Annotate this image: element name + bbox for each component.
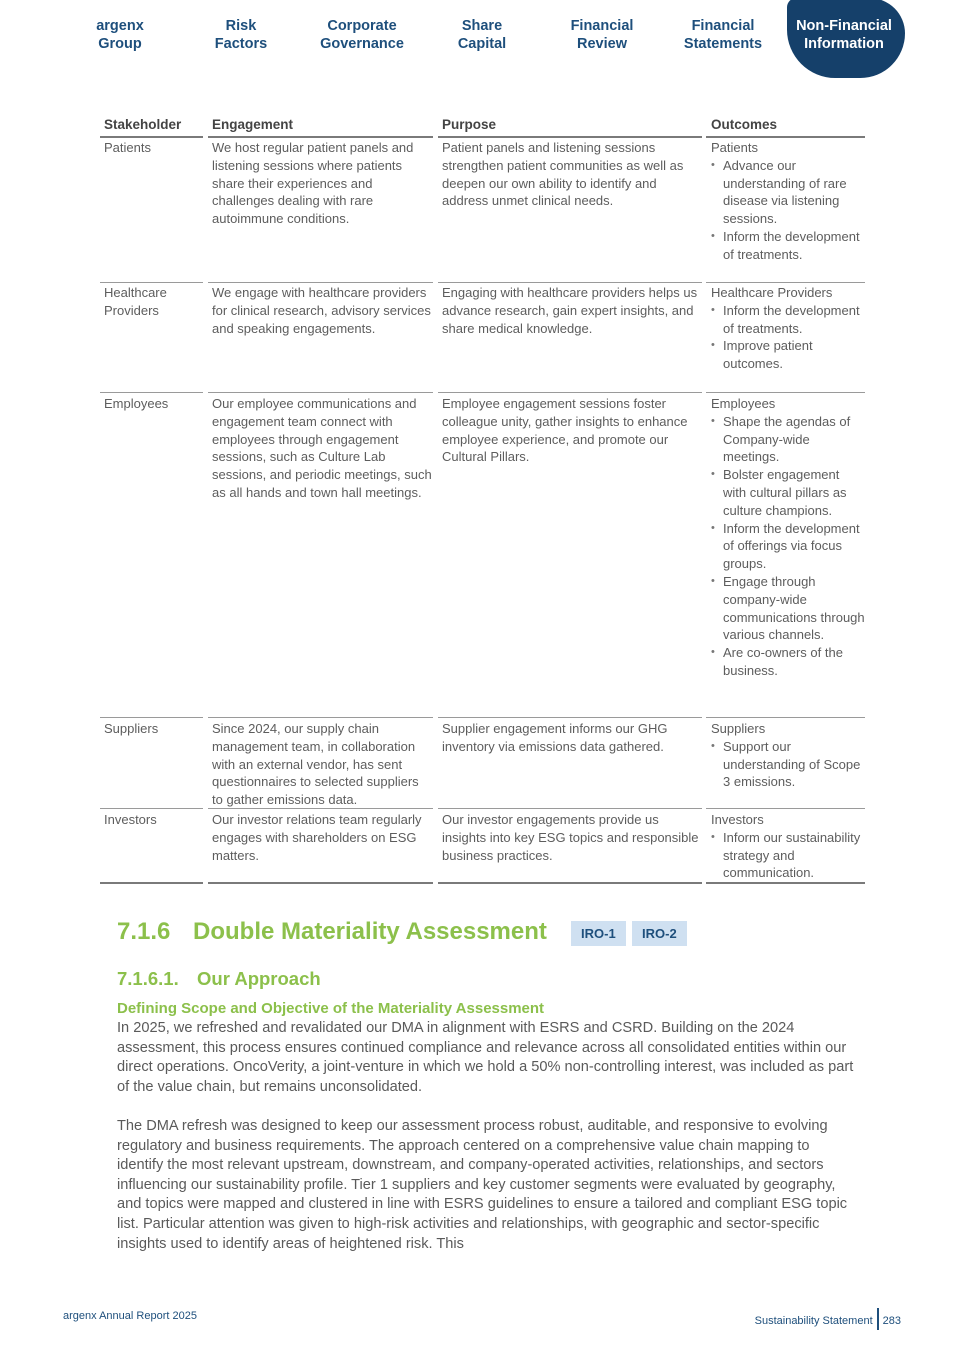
row-divider	[706, 808, 865, 809]
cell-engagement: Our investor relations team regularly engages with shareholders on ESG matters.	[212, 812, 422, 863]
nav-tab-financial-statements[interactable]	[663, 17, 783, 53]
outcome-item: • Inform our sustainability strategy and communication.	[711, 829, 865, 882]
table-bottom-border	[706, 882, 865, 884]
nav-tab-label: Information	[804, 36, 884, 52]
nav-tab-label: Factors	[214, 36, 268, 52]
outcome-item: • Engage through company-wide communications through various channels.	[711, 573, 865, 644]
cell-engagement: Our employee communications and engagement team connect with employees through engagement sessions, such as Culture Lab sessions, and periodic meetings, such as all hands and town hall meetings.	[212, 396, 432, 500]
row-divider	[208, 808, 433, 809]
outcome-item: • Bolster engagement with cultural pillars as culture champions.	[711, 466, 865, 519]
section-heading	[117, 918, 547, 946]
body-paragraph-2: The DMA refresh was designed to keep our assessment process robust, auditable, and responsive to evolving regulatory and business requirements. The approach centered on a comprehensive value chain mapping to identify the most relevant upstream, downstream, and company-operated activities, relationships, and sectors influencing our sustainability profile. Tier 1 suppliers and key customer segments were evaluated by geography, and topics were mapped and clustered in line with ESRS guidelines to ensure a tailored and compliant ESG topic list. Particular attention was given to high-risk activities and relationships, with geographic and sector-specific insights used to identify areas of heightened risk. This	[117, 1118, 848, 1252]
row-divider	[706, 282, 865, 283]
outcomes-title: Employees	[711, 396, 776, 411]
cell-stakeholder: Healthcare Providers	[104, 285, 167, 318]
nav-tab-argenx-group[interactable]	[60, 17, 180, 53]
outcome-item: • Inform the development of treatments.	[711, 302, 865, 338]
cell-outcomes	[711, 284, 865, 373]
nav-tab-label: Share	[461, 18, 503, 34]
cell-purpose: Our investor engagements provide us insights into key ESG topics and responsible business practices.	[442, 812, 699, 863]
header-divider	[706, 136, 865, 138]
body-paragraph-1: In 2025, we refreshed and revalidated our DMA in alignment with ESRS and CSRD. Building on the 2024 assessment, this process ensures continued compliance and relevance across all consolidated entities within our direct operations. OncoVerity, a joint-venture in which we hold a 50% non-controlling interest, was included as part of the value chain, but remains unconsolidated.	[117, 1020, 854, 1095]
header-divider	[208, 136, 433, 138]
subsection-title: Our Approach	[197, 968, 321, 989]
table-bottom-border	[100, 882, 203, 884]
cell-stakeholder: Investors	[104, 812, 157, 827]
row-divider	[438, 392, 702, 393]
nav-tab-label: Financial	[691, 18, 755, 34]
outcomes-list	[711, 829, 865, 882]
table-bottom-border	[208, 882, 433, 884]
row-divider	[208, 392, 433, 393]
outcome-item: • Shape the agendas of Company-wide meetings.	[711, 413, 865, 466]
cell-outcomes	[711, 139, 865, 264]
nav-tab-label: Review	[577, 36, 627, 52]
row-divider	[100, 808, 203, 809]
footer-report-title: argenx Annual Report 2025	[63, 1310, 197, 1322]
cell-stakeholder: Employees	[104, 396, 169, 411]
cell-stakeholder: Patients	[104, 140, 151, 155]
footer-page-info	[755, 1310, 901, 1332]
nav-tab-label: Governance	[320, 36, 404, 52]
paragraph-heading: Defining Scope and Objective of the Materiality Assessment	[117, 1000, 545, 1017]
outcome-item: • Inform the development of treatments.	[711, 228, 865, 264]
row-divider	[706, 717, 865, 718]
nav-tab-financial-review[interactable]	[542, 17, 662, 53]
nav-tab-label: Financial	[570, 18, 634, 34]
subsection-heading	[117, 968, 321, 990]
row-divider	[100, 392, 203, 393]
outcomes-title: Patients	[711, 140, 758, 155]
row-divider	[438, 282, 702, 283]
cell-purpose: Engaging with healthcare providers helps us advance research, gain expert insights, and share medical knowledge.	[442, 285, 698, 336]
column-header-purpose: Purpose	[442, 117, 497, 132]
nav-tab-label: Corporate	[327, 18, 397, 34]
nav-tab-label: Capital	[457, 36, 507, 52]
outcome-item: • Advance our understanding of rare disease via listening sessions.	[711, 157, 865, 228]
outcome-item: • Are co-owners of the business.	[711, 644, 865, 680]
nav-tab-non-financial-information[interactable]	[784, 17, 904, 53]
outcomes-list	[711, 413, 865, 680]
outcomes-list	[711, 738, 865, 791]
header-divider	[438, 136, 702, 138]
column-header-engagement: Engagement	[212, 117, 294, 132]
header-divider	[100, 136, 203, 138]
row-divider	[438, 808, 702, 809]
column-header-outcomes: Outcomes	[711, 117, 778, 132]
cell-outcomes	[711, 811, 865, 882]
outcome-item: • Improve patient outcomes.	[711, 337, 865, 373]
nav-tab-risk-factors[interactable]	[181, 17, 301, 53]
section-number: 7.1.6	[117, 918, 171, 945]
nav-tab-share-capital[interactable]	[422, 17, 542, 53]
nav-tab-label: Non-Financial	[796, 18, 892, 34]
cell-outcomes	[711, 720, 865, 791]
section-title: Double Materiality Assessment	[193, 918, 547, 945]
column-header-stakeholder: Stakeholder	[104, 117, 182, 132]
nav-tab-label: Statements	[683, 36, 763, 52]
nav-tab-label: Risk	[225, 18, 257, 34]
outcomes-list	[711, 157, 865, 264]
nav-tab-label: Group	[98, 36, 142, 52]
row-divider	[208, 282, 433, 283]
tag-iro-2[interactable]: IRO-2	[632, 921, 687, 946]
cell-outcomes	[711, 395, 865, 680]
nav-tab-corporate-governance[interactable]	[302, 17, 422, 53]
row-divider	[438, 717, 702, 718]
cell-purpose: Patient panels and listening sessions strengthen patient communities as well as deepen our own ability to identify and address unmet clinical needs.	[442, 140, 684, 209]
outcome-item: • Inform the development of offerings via focus groups.	[711, 520, 865, 573]
row-divider	[208, 717, 433, 718]
row-divider	[706, 392, 865, 393]
outcomes-title: Healthcare Providers	[711, 285, 833, 300]
subsection-number: 7.1.6.1.	[117, 968, 179, 989]
page-number: 283	[882, 1314, 901, 1327]
cell-stakeholder: Suppliers	[104, 721, 159, 736]
top-navigation	[60, 0, 906, 80]
cell-purpose: Supplier engagement informs our GHG inventory via emissions data gathered.	[442, 721, 668, 754]
cell-purpose: Employee engagement sessions foster colleague unity, gather insights to enhance employee experience, and promote our Cultural Pillars.	[442, 396, 688, 465]
footer-section-name: Sustainability Statement	[754, 1314, 873, 1327]
outcome-item: • Support our understanding of Scope 3 emissions.	[711, 738, 865, 791]
cell-engagement: We host regular patient panels and listening sessions where patients share their experiences and challenges dealing with rare autoimmune conditions.	[212, 140, 414, 227]
table-bottom-border	[438, 882, 702, 884]
tag-iro-1[interactable]: IRO-1	[571, 921, 626, 946]
outcomes-list	[711, 302, 865, 373]
cell-engagement: We engage with healthcare providers for clinical research, advisory services and speaking engagements.	[212, 285, 431, 336]
nav-tab-label: argenx	[96, 18, 144, 34]
footer-divider	[877, 1308, 879, 1330]
row-divider	[100, 282, 203, 283]
outcomes-title: Suppliers	[711, 721, 766, 736]
cell-engagement: Since 2024, our supply chain management team, in collaboration with an external vendor, has sent questionnaires to selected suppliers to gather emissions data.	[212, 721, 419, 808]
outcomes-title: Investors	[711, 812, 764, 827]
row-divider	[100, 717, 203, 718]
